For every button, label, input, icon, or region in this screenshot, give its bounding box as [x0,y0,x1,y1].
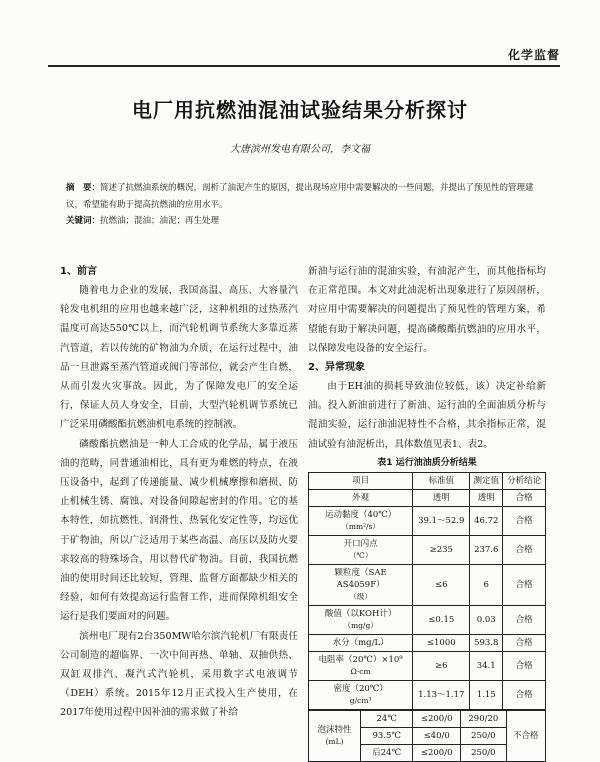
cell-measured: 透明 [470,489,503,506]
cell-standard: ≤40/0 [413,727,461,744]
cell-conclusion: 合格 [503,489,546,506]
cell-item [309,564,413,605]
right-column [308,262,546,762]
cell-conclusion: 合格 [503,506,546,535]
table-header: 分析结论 [503,472,546,489]
paragraph: 由于EH油的损耗导致油位较低，该）决定补给新油。投入新油前进行了新油、运行油的全面油质分析与混油实验，运行油油泥特性不合格，其余指标正常，混油试验有油泥析出，具体数值见表1、表2。 [308,381,546,450]
cell-measured: 593.8 [470,634,503,651]
foam-table [308,710,546,762]
cell-standard: 39.1～52.9 [413,506,470,535]
item-name: 酸值（以KOH计） [324,608,397,619]
cell-measured: 237.6 [470,535,503,564]
paragraph: 磷酸酯抗燃油是一种人工合成的化学品，属于液压油的范畴，同普通油相比，具有更为难燃的特点，在液压设备中，起到了传递能量、减少机械摩擦和磨损、防止机械生锈、腐蚀、对设备间隙起密封的作用。它的基本特性，如抗燃性、润滑性、热氧化安定性等，均远优于矿物油，所以广泛适用于某些高温、高压以及防火要求较高的特殊场合，用以替代矿物油。目前，我国抗燃油的使用时间还比较短，管理、监督方面都缺少相关的经验，如何有效提高运行监督工作，进而保障机组安全运行是我们要面对的问题。 [60,438,298,623]
keywords-label: 关键词： [66,216,101,226]
abstract [66,180,548,214]
oil-analysis-table [308,472,546,710]
cell-standard: 透明 [413,489,470,506]
heading-abnormal: 2、异常现象 [308,362,365,374]
cell-standard: ≤200/0 [413,710,461,727]
cell-standard: ≤6 [413,564,470,605]
cell-item [309,651,413,680]
table-header-row [309,472,546,489]
cell-conclusion: 合格 [503,651,546,680]
cell-standard: ≤1000 [413,634,470,651]
item-name: 开口闪点 [343,538,378,549]
table-row [309,535,546,564]
item-name: 颗粒度（SAE AS4059F） [334,567,387,590]
cell-standard: ≥6 [413,651,470,680]
cell-conclusion: 合格 [503,605,546,634]
cell-standard: ≤0.15 [413,605,470,634]
cell-conclusion: 合格 [503,634,546,651]
cell-item [309,680,413,709]
section-tag: 化学监督 [507,48,560,62]
table-header: 测定值 [470,472,503,489]
article-title: 电厂用抗燃油混油试验结果分析探讨 [132,98,468,122]
cell-conclusion: 合格 [503,535,546,564]
item-unit: Ω·cm [350,666,371,676]
table-header: 标准值 [413,472,470,489]
paragraph: 随着电力企业的发展，我国高温、高压、大容量汽轮发电机组的应用也越来越广泛，这种机组的过热蒸汽温度可高达550℃以上，而汽轮机调节系统大多靠近蒸汽管道，若以传统的矿物油为介质，在运行过程中，油品一旦泄露至蒸汽管道或阀门等部位，就会产生自燃，从而引发火灾事故。因此，为了保障发电厂的安全运行，保证人员人身安全，目前，大型汽轮机调节系统已广泛采用磷酸酯抗燃油机电系统的控制液。 [60,285,298,431]
cell-standard: ≤200/0 [413,744,461,761]
heading-introduction: 1、前言 [60,266,97,277]
table-header: 项目 [309,472,413,489]
cell-conclusion: 不合格 [506,710,545,761]
cell-item: 外观 [309,489,413,506]
keywords-text: 抗燃油；混油；油泥；再生处理 [100,216,220,226]
item-name: 密度（20℃） [333,683,388,694]
cell-item [309,506,413,535]
item-unit: （级） [349,591,372,601]
keywords [66,213,548,230]
item-name: 电阻率（20℃）×10⁹ [318,654,403,665]
cell-temp: 93.5℃ [361,727,413,744]
article-author: 大唐滨州发电有限公司，李文福 [230,144,370,155]
cell-measured: 0.03 [470,605,503,634]
cell-conclusion: 合格 [503,564,546,605]
abstract-text: 简述了抗燃油系统的概况，剖析了油泥产生的原因，提出现场应用中需要解决的一些问题，并提出了预见性的管理建议，希望能有助于提高抗燃油的应用水平。 [66,183,534,210]
item-unit: （mg/g） [343,620,378,630]
item-unit: （℃） [348,550,373,560]
table-row [309,506,546,535]
paragraph: 新油与运行油的混油实验，有油泥产生，而其他指标均在正常范围。本文对此油泥析出现象进行了原因剖析，对应用中需要解决的问题提出了预见性的管理方案，希望能有助于解决问题，提高磷酸酯抗燃油的应用水平，以保障发电设备的安全运行。 [308,266,546,354]
cell-item [309,605,413,634]
cell-standard: 1.13～1.17 [413,680,470,709]
table-row [309,634,546,651]
cell-measured: 46.72 [470,506,503,535]
cell-item [309,535,413,564]
header-rule [48,65,560,67]
table-row [309,680,546,709]
table-caption: 表1 运行油油质分析结果 [377,457,477,468]
paragraph: 滨州电厂现有2台350MW哈尔滨汽轮机厂有限责任公司制造的超临界、一次中间再热、单轴、双抽供热、双缸双排汽、凝汽式汽轮机，采用数字式电液调节（DEH）系统。2015年12月正式投入生产使用，在2017年使用过程中因补油的需求做了补给 [60,630,298,719]
table-row [309,489,546,506]
cell-measured: 290/20 [461,710,506,727]
cell-measured: 6 [470,564,503,605]
cell-measured: 250/0 [461,727,506,744]
foam-label: 泡沫特性 [317,724,352,735]
cell-measured: 250/0 [461,744,506,761]
table-row [309,710,546,727]
cell-measured: 34.1 [470,651,503,680]
foam-unit: (mL) [325,736,344,746]
cell-temp: 后24℃ [361,744,413,761]
abstract-label: 摘 要： [66,183,101,193]
item-unit: g/cm³ [349,695,372,705]
cell-item: 水分（mg/L） [309,634,413,651]
cell-temp: 24℃ [361,710,413,727]
item-unit: （mm²/s） [341,521,380,531]
cell-standard: ≥235 [413,535,470,564]
cell-foam-label [309,710,361,761]
cell-conclusion: 合格 [503,680,546,709]
table-row [309,651,546,680]
table-row [309,564,546,605]
left-column [60,262,298,723]
table-row [309,605,546,634]
cell-measured: 1.15 [470,680,503,709]
item-name: 运动黏度（40℃） [324,509,397,520]
